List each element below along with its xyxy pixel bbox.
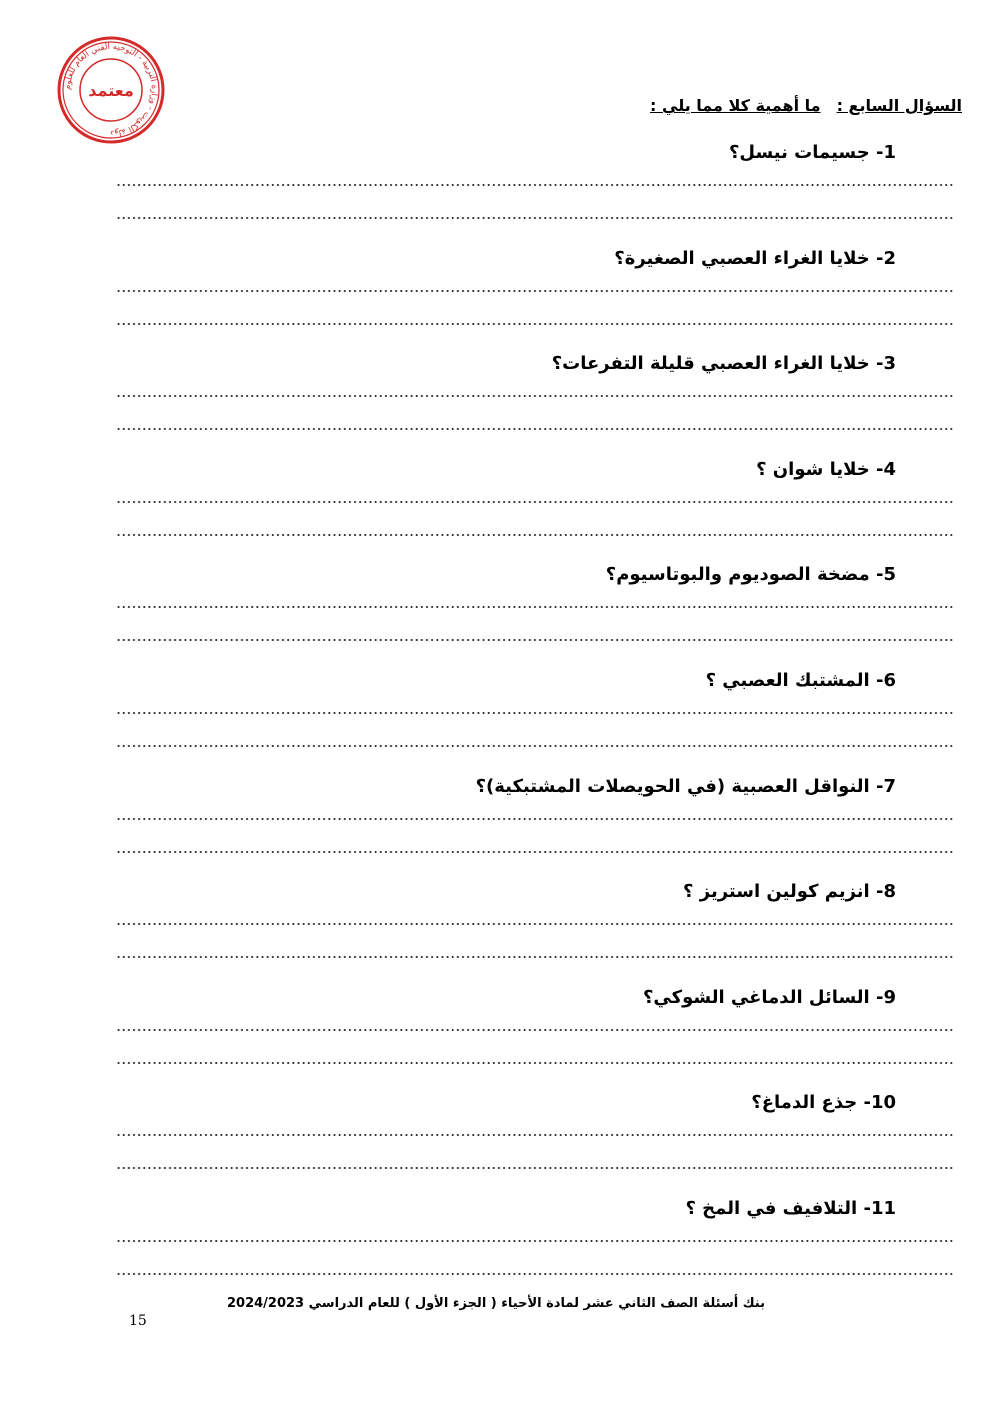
answer-line [116,500,954,504]
answer-line [116,394,954,398]
answer-line [116,922,954,926]
question-item [116,244,954,350]
question-item [116,455,954,561]
question-title: 10- جذع الدماغ؟ [751,1092,896,1114]
answer-line [116,1239,954,1243]
question-title: 6- المشتبك العصبي ؟ [705,669,896,691]
stamp-center-text: معتمد [88,81,134,100]
footer-text: بنك أسئلة الصف الثاني عشر لمادة الأحياء ( الجزء الأول ) للعام الدراسي 2024/2023 [226,1296,765,1311]
answer-line [116,1133,954,1137]
answer-line [116,1061,954,1065]
answer-line [116,955,954,959]
answer-line [116,817,954,821]
answer-line [116,216,954,220]
question-heading [650,96,962,115]
question-item [116,666,954,772]
answer-line [116,1272,954,1276]
question-title: 9- السائل الدماغي الشوكي؟ [642,986,896,1008]
answer-line [116,1166,954,1170]
answer-line [116,322,954,326]
question-item [116,1088,954,1194]
answer-line [116,850,954,854]
answer-line [116,533,954,537]
question-item [116,1194,954,1300]
answer-line [116,605,954,609]
question-title: 2- خلايا الغراء العصبي الصغيرة؟ [614,247,896,269]
question-title: 8- انزيم كولين استريز ؟ [683,881,896,903]
answer-line [116,711,954,715]
answer-line [116,744,954,748]
question-title: 1- جسيمات نيسل؟ [728,142,896,163]
approval-stamp [55,34,167,146]
question-item [116,983,954,1089]
heading-text: ما أهمية كلا مما يلي : [650,96,821,115]
stamp-ring-text: دولة الكويت - وزارة التربية - التوجيه الفني العام للعلوم [62,41,160,139]
answer-line [116,638,954,642]
question-item [116,877,954,983]
question-title: 11- التلافيف في المخ ؟ [685,1197,896,1219]
question-item [116,560,954,666]
questions-list [116,138,954,1300]
question-item [116,138,954,244]
answer-line [116,427,954,431]
page-number: 15 [129,1313,147,1329]
question-item [116,772,954,878]
question-title: 3- خلايا الغراء العصبي قليلة التفرعات؟ [551,353,896,375]
question-title: 5- مضخة الصوديوم والبوتاسيوم؟ [605,564,896,586]
answer-line [116,183,954,187]
answer-line [116,289,954,293]
question-title: 7- النواقل العصبية (في الحويصلات المشتبكية)؟ [475,775,896,797]
question-item [116,349,954,455]
answer-line [116,1028,954,1032]
heading-label: السؤال السابع : [836,96,962,115]
question-title: 4- خلايا شوان ؟ [756,458,896,480]
